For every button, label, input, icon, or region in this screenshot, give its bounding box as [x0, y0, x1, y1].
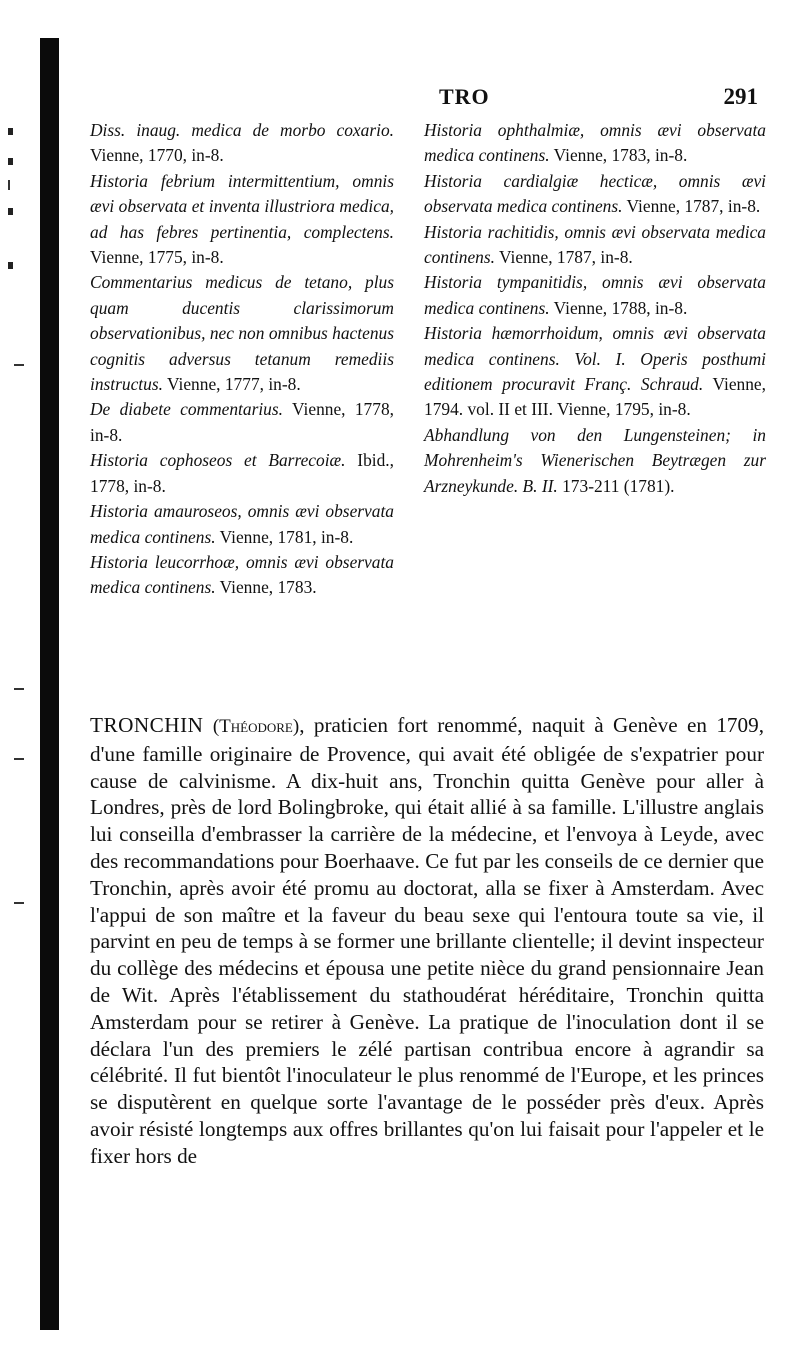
entry-title: Historia cardialgiæ hecticæ, omnis ævi observata medica continens.: [424, 170, 766, 217]
margin-speck: [8, 128, 13, 135]
subject-name: TRONCHIN: [90, 713, 204, 737]
bibliography-left-column: [90, 118, 394, 601]
margin-mark: [14, 758, 24, 760]
entry-imprint: Vienne, 1794. vol. II et III. Vienne, 1795, in-8.: [424, 374, 766, 420]
running-head: [64, 84, 764, 120]
margin-speck: [8, 208, 13, 215]
entry-title: Historia amauroseos, omnis ævi observata medica continens.: [90, 501, 394, 547]
margin-speck: [8, 262, 13, 269]
subject-forename: (Théodore): [212, 716, 300, 737]
bibliography-entry: [90, 448, 394, 499]
entry-title: Historia hæmorrhoidum, omnis ævi observata medica continens. Vol. I. Operis posthumi editionem procuravit Franç. Schraud.: [424, 323, 766, 395]
bibliography-entry: [90, 270, 394, 397]
bibliography-entry: [424, 169, 766, 220]
entry-imprint: Vienne, 1781, in-8.: [215, 526, 354, 547]
margin-mark: [14, 688, 24, 690]
margin-mark: [14, 902, 24, 904]
page-gutter-shadow: [40, 38, 59, 1330]
entry-imprint: Vienne, 1775, in-8.: [90, 247, 224, 268]
entry-title: Historia ophthalmiæ, omnis ævi observata medica continens.: [424, 120, 766, 166]
entry-imprint: Vienne, 1770, in-8.: [90, 145, 224, 166]
entry-title: Abhandlung von den Lungensteinen; in Mohrenheim's Wienerischen Beytrægen zur Arzneykunde. B. II.: [424, 424, 766, 496]
entry-imprint: Vienne, 1777, in-8.: [162, 374, 301, 395]
entry-imprint: Vienne, 1783, in-8.: [549, 145, 688, 166]
entry-title: Historia rachitidis, omnis ævi observata medica continens.: [424, 221, 766, 268]
entry-title: Historia febrium intermittentium, omnis ævi observata et inventa illustriora medica, ad has febres pertinentia, complectens.: [90, 170, 394, 242]
entry-title: Historia leucorrhoæ, omnis ævi observata medica continens.: [90, 551, 394, 598]
entry-imprint: 173-211 (1781).: [557, 475, 675, 496]
bibliography-entry: [424, 220, 766, 271]
bibliography-entry: [424, 270, 766, 321]
page-number: 291: [723, 84, 758, 109]
entry-title: De diabete commentarius.: [90, 399, 283, 420]
entry-imprint: Vienne, 1778, in-8.: [90, 399, 394, 445]
bibliography-entry: [90, 397, 394, 448]
biography-body: , praticien fort renommé, naquit à Genève en 1709, d'une famille originaire de Provence, qui avait été obligée de s'expatrier pour cause de calvinisme. A dix-huit ans, Tronchin quitta Genève pour aller à Londres, près de lord Bolingbroke, qui était allié à sa famille. L'illustre anglais lui conseilla d'embrasser la carrière de la médecine, et l'envoya à Leyde, avec des recommandations pour Boerhaave. Ce fut par les conseils de ce dernier que Tronchin, après avoir été promu au doctorat, alla se fixer à Amsterdam. Avec l'appui de son maître et la faveur du beau sexe qui l'entoura toute sa vie, il parvint en peu de temps à se former une brillante clientelle; il devint inspecteur du collège des médecins et épousa une petite nièce du grand pensionnaire Jean de Wit. Après l'établissement du stathoudérat héréditaire, Tronchin quitta Amsterdam pour se retirer à Genève. La pratique de l'inoculation dont il se déclara l'un des premiers le zélé partisan contribua encore à agrandir sa célébrité. Il fut bientôt l'inoculateur le plus renommé de l'Europe, et les princes se disputèrent en quelque sorte l'avantage de le posséder près d'eux. Après avoir résisté longtemps aux offres brillantes qu'on lui faisait pour l'appeler et le fixer hors de: [90, 713, 765, 1168]
margin-speck: [8, 158, 13, 165]
bibliography-entry: [424, 321, 766, 423]
bibliography-entry: [90, 499, 394, 550]
entry-imprint: Vienne, 1783.: [215, 577, 317, 598]
bibliography-entry: [424, 118, 766, 169]
bibliography-entry: [90, 169, 394, 271]
entry-imprint: Vienne, 1787, in-8.: [622, 196, 761, 217]
bibliography-entry: [424, 423, 766, 499]
bibliography-entry: [90, 118, 394, 169]
bibliography-entry: [90, 550, 394, 601]
entry-imprint: Ibid., 1778, in-8.: [90, 450, 394, 496]
running-title: TRO: [439, 84, 490, 109]
margin-speck: [8, 180, 10, 190]
entry-title: Historia tympanitidis, omnis ævi observata medica continens.: [424, 272, 766, 318]
entry-imprint: Vienne, 1788, in-8.: [549, 297, 688, 318]
entry-imprint: Vienne, 1787, in-8.: [495, 247, 633, 268]
entry-title: Diss. inaug. medica de morbo coxario.: [90, 120, 394, 140]
margin-mark: [14, 364, 24, 366]
entry-title: Historia cophoseos et Barrecoiæ.: [90, 450, 346, 471]
biography-paragraph: [90, 712, 764, 1170]
entry-title: Commentarius medicus de tetano, plus quam ducentis clarissimorum observationibus, nec non omnibus hactenus cognitis adversus tetanum remediis instructus.: [90, 272, 394, 395]
bibliography-right-column: [424, 118, 766, 499]
